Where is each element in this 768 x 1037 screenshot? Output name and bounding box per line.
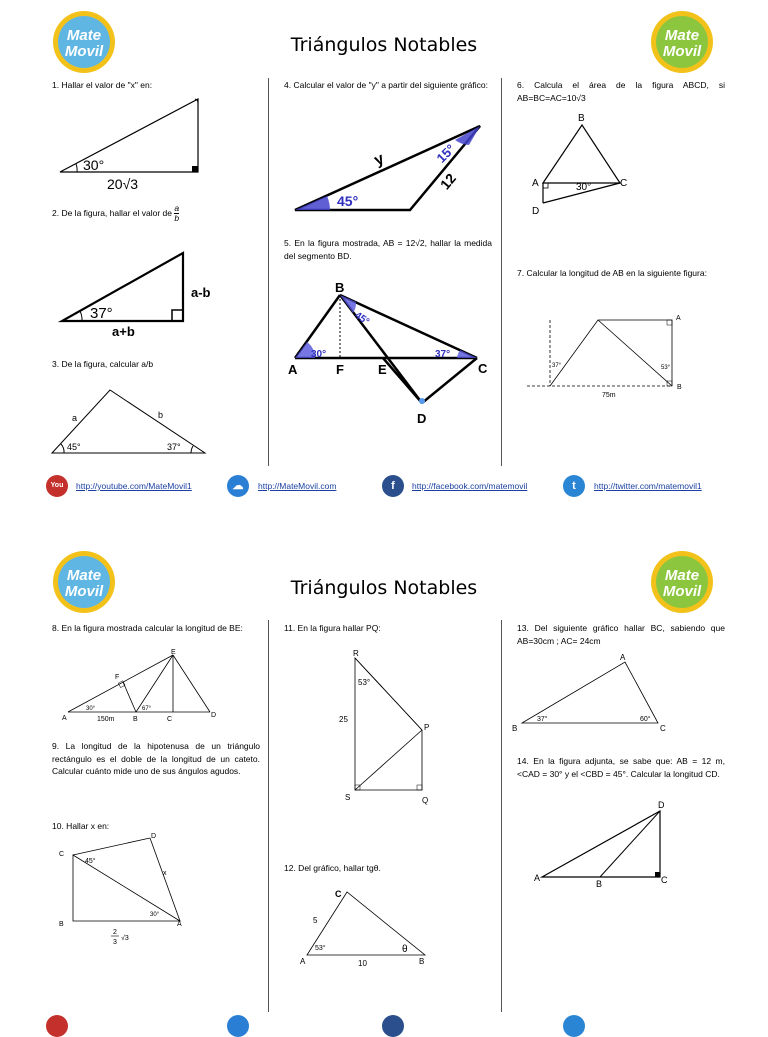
cloud-icon[interactable]: ☁ bbox=[227, 475, 249, 497]
angle-label: 30° bbox=[150, 912, 160, 918]
point-label: A bbox=[288, 362, 298, 377]
problem-9-text: 9. La longitud de la hipotenusa de un triángulo rectángulo es el doble de la longitud de un cateto. Calcular cuánto mide uno de sus ángulos agudos. bbox=[52, 741, 260, 776]
page-title: Triángulos Notables bbox=[290, 34, 478, 56]
angle-theta-label: θ bbox=[402, 944, 408, 955]
side-a-label: a bbox=[72, 413, 78, 423]
point-label: B bbox=[677, 384, 682, 391]
side-y-label: y bbox=[371, 150, 387, 170]
problem-7-text: 7. Calcular la longitud de AB en la siguiente figura: bbox=[517, 268, 707, 278]
length-label: 10 bbox=[358, 959, 367, 968]
problem-1-figure bbox=[55, 95, 205, 195]
column-divider bbox=[268, 78, 269, 466]
point-label: A bbox=[620, 653, 626, 662]
facebook-icon[interactable] bbox=[382, 1015, 404, 1037]
problem-1-text: 1. Hallar el valor de "x" en: bbox=[52, 80, 153, 90]
problem-5-text: 5. En la figura mostrada, AB = 12√2, hallar la medida del segmento BD. bbox=[284, 238, 492, 261]
svg-text:Mate: Mate bbox=[66, 27, 102, 44]
problem-8-figure bbox=[60, 645, 225, 725]
fraction-numerator: 2 bbox=[113, 929, 117, 936]
matemovil-logo-left bbox=[52, 550, 116, 614]
angle-label: 37° bbox=[90, 305, 113, 322]
point-label: C bbox=[661, 875, 668, 885]
facebook-icon[interactable]: f bbox=[382, 475, 404, 497]
problem-12-text: 12. Del gráfico, hallar tgθ. bbox=[284, 863, 381, 873]
problem-12-figure bbox=[295, 880, 435, 975]
point-label: B bbox=[512, 724, 518, 733]
point-label: A bbox=[300, 957, 306, 966]
problem-6-text bbox=[517, 79, 725, 104]
angle-label: 30° bbox=[83, 157, 105, 173]
problem-8-text: 8. En la figura mostrada calcular la longitud de BE: bbox=[52, 623, 243, 633]
svg-text:Movil: Movil bbox=[662, 43, 702, 60]
column-divider bbox=[501, 78, 502, 466]
problem-2-text bbox=[52, 204, 267, 223]
side-label: 5 bbox=[313, 916, 318, 925]
svg-text:Movil: Movil bbox=[662, 583, 702, 600]
point-label: E bbox=[171, 649, 176, 656]
point-label: B bbox=[578, 113, 585, 124]
point-label: E bbox=[378, 362, 387, 377]
svg-text:Mate: Mate bbox=[664, 27, 700, 44]
point-label: A bbox=[532, 178, 539, 189]
point-label: B bbox=[596, 879, 603, 889]
angle-label: 53° bbox=[358, 678, 371, 687]
point-label: D bbox=[532, 206, 540, 217]
problem-10-figure bbox=[55, 830, 205, 950]
point-label: Q bbox=[422, 796, 429, 805]
cloud-icon[interactable] bbox=[227, 1015, 249, 1037]
fraction-numerator: a bbox=[174, 203, 180, 213]
length-label: 25 bbox=[339, 715, 348, 724]
point-label: D bbox=[417, 411, 427, 426]
side-12-label: 12 bbox=[436, 170, 460, 193]
problem-11-figure bbox=[330, 645, 440, 805]
point-label: D bbox=[151, 833, 157, 840]
side-label: a-b bbox=[191, 285, 211, 300]
point-label: C bbox=[620, 178, 628, 189]
facebook-link[interactable]: http://facebook.com/matemovil bbox=[412, 481, 528, 491]
point-label: C bbox=[167, 716, 173, 723]
twitter-icon[interactable]: t bbox=[563, 475, 585, 497]
angle-label: 67° bbox=[142, 706, 152, 712]
point-label: B bbox=[59, 921, 64, 928]
point-label: D bbox=[658, 800, 665, 810]
angle-label: 45° bbox=[85, 858, 96, 865]
point-label: B bbox=[335, 280, 345, 295]
youtube-icon[interactable] bbox=[46, 1015, 68, 1037]
side-b-label: b bbox=[158, 410, 164, 420]
point-label: C bbox=[59, 851, 65, 858]
problem-13-figure bbox=[510, 650, 670, 735]
angle-label: 37° bbox=[435, 349, 451, 360]
point-label: C bbox=[335, 889, 342, 899]
problem-4-text: 4. Calcular el valor de "y" a partir del siguiente gráfico: bbox=[284, 80, 488, 90]
root-label: √3 bbox=[121, 935, 129, 942]
point-label: R bbox=[353, 649, 359, 658]
point-label: P bbox=[424, 723, 430, 732]
angle-label: 60° bbox=[640, 716, 651, 723]
svg-text:Mate: Mate bbox=[66, 567, 102, 584]
youtube-link[interactable]: http://youtube.com/MateMovil1 bbox=[76, 481, 192, 491]
problem-13-text: 13. Del siguiente gráfico hallar BC, sabiendo que AB=30cm ; AC= 24cm bbox=[517, 623, 725, 646]
angle-label: 45° bbox=[352, 310, 372, 328]
problem-3-text: 3. De la figura, calcular a/b bbox=[52, 359, 154, 369]
problem-11-text: 11. En la figura hallar PQ: bbox=[284, 623, 381, 633]
angle-label: 37° bbox=[552, 363, 562, 369]
angle-label: 30° bbox=[576, 182, 592, 193]
base-label: a+b bbox=[112, 324, 135, 339]
angle-label: 45° bbox=[337, 193, 359, 209]
problem-4-figure bbox=[290, 120, 490, 220]
svg-text:Movil: Movil bbox=[64, 43, 104, 60]
fraction-denominator: 3 bbox=[113, 939, 117, 946]
column-divider bbox=[501, 620, 502, 1012]
matemovil-logo-left bbox=[52, 10, 116, 74]
length-label: 150m bbox=[97, 716, 115, 723]
fraction-denominator: b bbox=[174, 213, 180, 223]
problem-10-text: 10. Hallar x en: bbox=[52, 821, 110, 831]
point-label: A bbox=[534, 873, 541, 883]
problem-6-figure bbox=[528, 110, 638, 220]
problem-7-figure bbox=[522, 308, 692, 403]
point-label: C bbox=[478, 361, 488, 376]
page-title: Triángulos Notables bbox=[290, 577, 478, 599]
angle-label: 37° bbox=[167, 442, 181, 452]
angle-label: 30° bbox=[86, 706, 96, 712]
problem-5-figure bbox=[285, 275, 495, 430]
column-divider bbox=[268, 620, 269, 1012]
point-label: B bbox=[133, 716, 138, 723]
problem-6-statement: 6. Calcula el área de la figura ABCD, si AB=BC=AC=10√3 bbox=[517, 80, 725, 103]
problem-14-text: 14. En la figura adjunta, se sabe que: AB = 12 m, <CAD = 30° y el <CBD = 45°. Calcular la longitud CD. bbox=[517, 756, 725, 779]
angle-label: 37° bbox=[537, 716, 548, 723]
matemovil-logo-right bbox=[650, 550, 714, 614]
point-label: F bbox=[336, 362, 344, 377]
twitter-icon[interactable] bbox=[563, 1015, 585, 1037]
point-label: C bbox=[660, 724, 666, 733]
point-label: F bbox=[115, 674, 120, 681]
twitter-link[interactable]: http://twitter.com/matemovil1 bbox=[594, 481, 702, 491]
svg-text:Movil: Movil bbox=[64, 583, 104, 600]
angle-label: 45° bbox=[67, 442, 81, 452]
problem-2-statement: 2. De la figura, hallar el valor de bbox=[52, 207, 173, 218]
point-label: A bbox=[676, 315, 681, 322]
base-label: 20√3 bbox=[107, 176, 139, 192]
angle-label: 53° bbox=[315, 945, 326, 952]
angle-label: 30° bbox=[311, 349, 327, 360]
point-label: B bbox=[419, 957, 425, 966]
point-label: A bbox=[62, 715, 67, 722]
website-link[interactable]: http://MateMovil.com bbox=[258, 481, 337, 491]
angle-label: 53° bbox=[661, 365, 671, 371]
point-label: D bbox=[211, 712, 217, 719]
length-label: 75m bbox=[602, 392, 616, 399]
youtube-icon[interactable]: You bbox=[46, 475, 68, 497]
svg-text:Mate: Mate bbox=[664, 567, 700, 584]
problem-14-figure bbox=[530, 795, 680, 895]
problem-2-figure bbox=[60, 250, 220, 340]
angle-label: 15° bbox=[433, 141, 459, 166]
point-label: A bbox=[177, 921, 182, 928]
side-x-label: x bbox=[163, 870, 167, 877]
problem-3-figure bbox=[50, 385, 215, 460]
point-label: S bbox=[345, 793, 351, 802]
matemovil-logo-right bbox=[650, 10, 714, 74]
